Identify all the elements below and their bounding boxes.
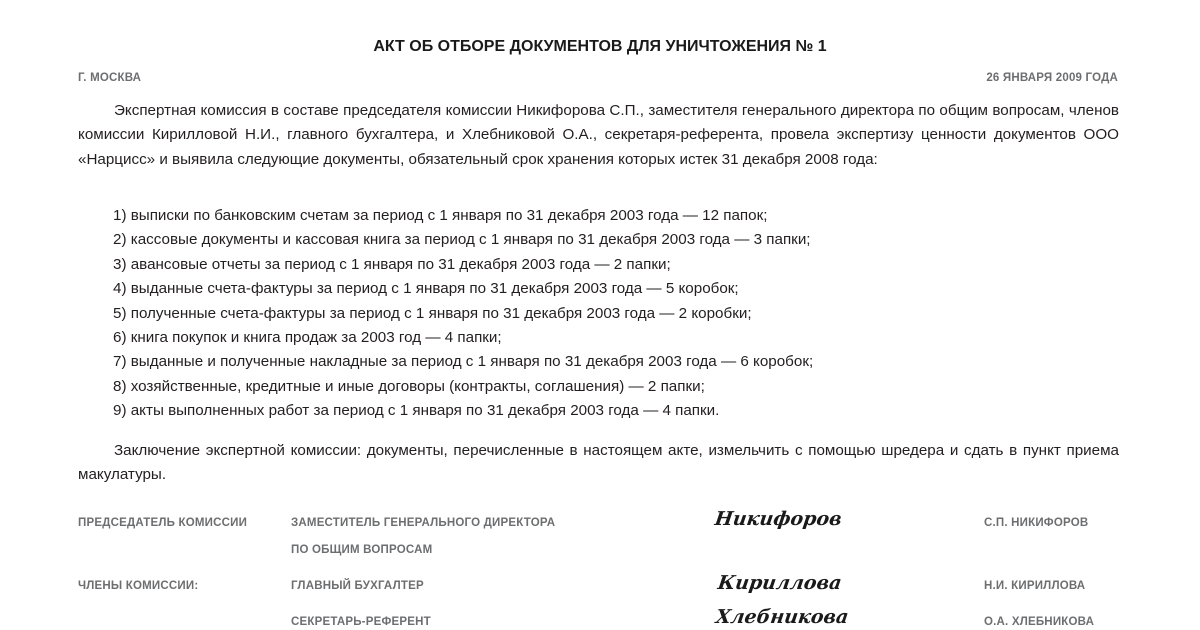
chair-signature: Никифоров [713, 508, 844, 530]
chair-position-label: ЗАМЕСТИТЕЛЬ ГЕНЕРАЛЬНОГО ДИРЕКТОРА [291, 517, 556, 529]
list-item: 6) книга покупок и книга продаж за 2003 год — 4 папки; [113, 328, 502, 346]
list-item: 4) выданные счета-фактуры за период с 1 января по 31 декабря 2003 года — 5 коробок; [113, 280, 739, 298]
list-item: 2) кассовые документы и кассовая книга за период с 1 января по 31 декабря 2003 года — 3 папки; [113, 231, 811, 249]
chair-position-label-line2: ПО ОБЩИМ ВОПРОСАМ [291, 544, 433, 556]
list-item: 8) хозяйственные, кредитные и иные договоры (контракты, соглашения) — 2 папки; [113, 377, 705, 395]
member1-name: Н.И. КИРИЛЛОВА [984, 580, 1086, 592]
document-title: АКТ ОБ ОТБОРЕ ДОКУМЕНТОВ ДЛЯ УНИЧТОЖЕНИЯ № 1 [373, 38, 827, 55]
list-item: 3) авансовые отчеты за период с 1 января по 31 декабря 2003 года — 2 папки; [113, 255, 671, 273]
member1-position-label: ГЛАВНЫЙ БУХГАЛТЕР [291, 580, 424, 592]
member2-name: О.А. ХЛЕБНИКОВА [984, 616, 1095, 628]
list-item: 7) выданные и полученные накладные за период с 1 января по 31 декабря 2003 года — 6 коробок; [113, 353, 814, 371]
documents-list [113, 204, 1113, 424]
document-city: Г. МОСКВА [78, 72, 142, 84]
members-role-label: ЧЛЕНЫ КОМИССИИ: [78, 580, 199, 592]
chair-role-label: ПРЕДСЕДАТЕЛЬ КОМИССИИ [78, 517, 248, 529]
chair-name: С.П. НИКИФОРОВ [984, 517, 1089, 529]
member1-signature: Кириллова [716, 572, 844, 594]
list-item: 1) выписки по банковским счетам за период с 1 января по 31 декабря 2003 года — 12 папок; [113, 207, 768, 224]
list-item: 5) полученные счета-фактуры за период с 1 января по 31 декабря 2003 года — 2 коробки; [113, 304, 752, 322]
member2-position-label: СЕКРЕТАРЬ-РЕФЕРЕНТ [291, 616, 431, 628]
conclusion-paragraph: Заключение экспертной комиссии: документы, перечисленные в настоящем акте, измельчить с помощью шредера и сдать в пункт приема макулатуры. [78, 442, 1119, 484]
document-date: 26 ЯНВАРЯ 2009 ГОДА [986, 72, 1118, 84]
list-item: 9) акты выполненных работ за период с 1 января по 31 декабря 2003 года — 4 папки. [113, 402, 720, 420]
member2-signature: Хлебникова [714, 606, 850, 628]
intro-paragraph: Экспертная комиссия в составе председателя комиссии Никифорова С.П., заместителя генерального директора по общим вопросам, членов комиссии Кирилловой Н.И., главного бухгалтера, и Хлебниковой О.А., секретаря-референта, провела экспертизу ценности документов ООО «Нарцисс» и выявила следующие документы, обязательный срок хранения которых истек 31 декабря 2008 года: [78, 102, 1119, 168]
